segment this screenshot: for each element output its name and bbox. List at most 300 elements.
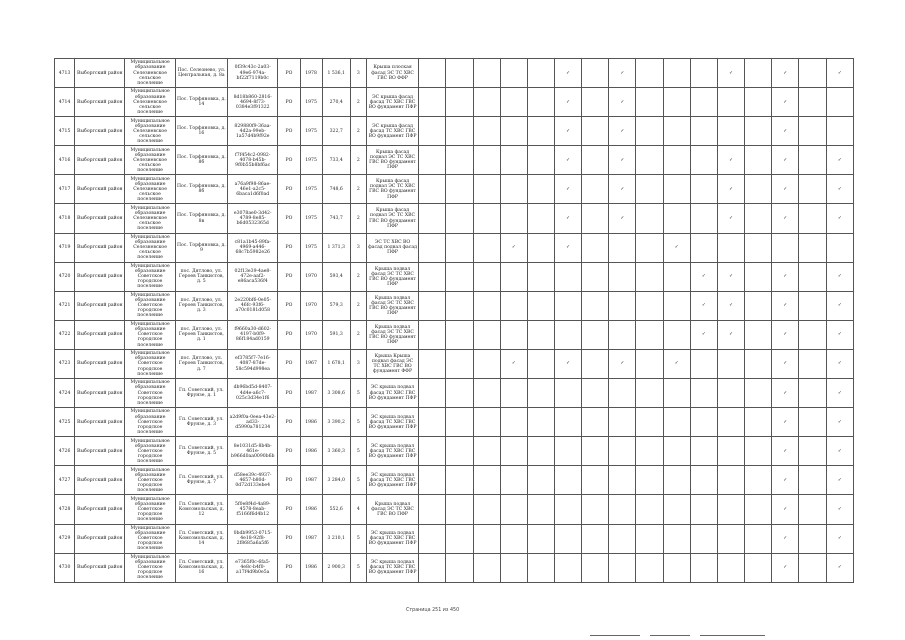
row-district: Выборгский район [75,175,125,204]
empty-cell [582,408,609,437]
row-floors: 3 [350,59,366,88]
row-year: 1986 [300,437,322,466]
empty-cell [500,466,527,495]
empty-cell [663,408,690,437]
empty-cell [527,553,554,582]
check-mark-icon: ✓ [772,379,799,408]
empty-cell [663,204,690,233]
empty-cell [582,262,609,291]
empty-cell [636,466,663,495]
check-mark-icon: ✓ [717,175,744,204]
row-year: 1986 [300,553,322,582]
empty-cell [473,349,500,378]
empty-cell [799,175,826,204]
row-address: Гп. Советский, ул. Фрунзе, д. 5 [175,437,227,466]
empty-cell [745,117,772,146]
empty-cell [636,291,663,320]
empty-cell [446,262,473,291]
row-area: 3 210,1 [322,524,350,553]
row-floors: 2 [350,117,366,146]
empty-cell [690,59,717,88]
row-tech: РО [278,175,300,204]
row-municipality: Муниципальное образование Селезневское сельское поселение [125,233,175,262]
row-works: Крыша Крыша подвал фасад ЭС ТС ХВС ГВС ВО фундамент ФФР [366,349,418,378]
row-tech: РО [278,553,300,582]
empty-cell [799,437,826,466]
row-area: 552,6 [322,495,350,524]
row-year: 1986 [300,495,322,524]
check-mark-icon: ✓ [826,466,853,495]
check-mark-icon: ✓ [826,320,853,349]
empty-cell [690,349,717,378]
empty-cell [473,553,500,582]
row-code: 829880f9-36aa-4d2a-99eb-1a57d4b9f92e [228,117,278,146]
empty-cell [636,320,663,349]
empty-cell [636,553,663,582]
empty-cell [473,88,500,117]
empty-cell [799,495,826,524]
row-floors: 5 [350,553,366,582]
empty-cell [446,117,473,146]
empty-cell [419,233,446,262]
empty-cell [419,466,446,495]
row-year: 1970 [300,320,322,349]
empty-cell [690,88,717,117]
empty-cell [446,437,473,466]
row-area: 1 536,1 [322,59,350,88]
check-mark-icon: ✓ [663,233,690,262]
check-mark-icon: ✓ [663,349,690,378]
empty-cell [636,175,663,204]
empty-cell [663,146,690,175]
empty-cell [663,262,690,291]
check-mark-icon: ✓ [826,146,853,175]
empty-cell [799,117,826,146]
row-address: Гп. Советский, ул. Комсомольская, д. 16 [175,553,227,582]
row-area: 733,4 [322,146,350,175]
row-works: ЭС ТС ХВС ВО фасад подвал фасад ПФР [366,233,418,262]
row-municipality: Муниципальное образование Советское городское поселение [125,495,175,524]
empty-cell [636,233,663,262]
row-floors: 5 [350,437,366,466]
row-area: 593,4 [322,262,350,291]
empty-cell [554,379,581,408]
check-mark-icon: ✓ [554,349,581,378]
row-address: Пос. Торфяновка, д. 14 [175,88,227,117]
table-row [55,524,854,553]
empty-cell [554,466,581,495]
empty-cell [717,437,744,466]
empty-cell [473,117,500,146]
check-mark-icon: ✓ [609,88,636,117]
empty-cell [419,262,446,291]
check-mark-icon: ✓ [717,59,744,88]
row-municipality: Муниципальное образование Селезневское сельское поселение [125,175,175,204]
check-mark-icon: ✓ [772,495,799,524]
empty-cell [419,349,446,378]
row-works: Крыша подвал фасад ЭС ТС ХВС ГВС ВО фундамент ПФР [366,291,418,320]
row-floors: 5 [350,408,366,437]
empty-cell [419,524,446,553]
row-year: 1975 [300,233,322,262]
empty-cell [419,204,446,233]
row-id: 4720 [55,262,75,291]
empty-cell [446,146,473,175]
row-area: 3 390,2 [322,408,350,437]
row-district: Выборгский район [75,59,125,88]
row-floors: 4 [350,495,366,524]
table-row [55,349,854,378]
row-district: Выборгский район [75,88,125,117]
empty-cell [609,379,636,408]
row-municipality: Муниципальное образование Селезневское сельское поселение [125,59,175,88]
check-mark-icon: ✓ [772,553,799,582]
row-code: 02f13e39-4ae8-472e-aaf2-e86aca536f4 [228,262,278,291]
row-address: Пос. Селезнево, ул. Центральная, д. 8а [175,59,227,88]
empty-cell [419,320,446,349]
row-code: 2e220bf6-0e05-46fc-93f6-a70c0181d058 [228,291,278,320]
row-year: 1970 [300,291,322,320]
empty-cell [446,88,473,117]
register-sheet [54,58,854,580]
row-code: f7f454c2-0982-4078-b45b-9f0b55b8bf6ac [228,146,278,175]
row-floors: 3 [350,233,366,262]
empty-cell [826,88,853,117]
empty-cell [663,495,690,524]
check-mark-icon: ✓ [772,146,799,175]
empty-cell [663,59,690,88]
row-municipality: Муниципальное образование Советское городское поселение [125,262,175,291]
row-district: Выборгский район [75,437,125,466]
check-mark-icon: ✓ [772,437,799,466]
row-id: 4725 [55,408,75,437]
empty-cell [690,233,717,262]
row-tech: РО [278,291,300,320]
empty-cell [636,88,663,117]
empty-cell [582,495,609,524]
empty-cell [473,495,500,524]
empty-cell [582,146,609,175]
empty-cell [636,262,663,291]
empty-cell [582,320,609,349]
empty-cell [527,146,554,175]
row-id: 4724 [55,379,75,408]
empty-cell [582,233,609,262]
row-id: 4723 [55,349,75,378]
empty-cell [745,291,772,320]
check-mark-icon: ✓ [826,524,853,553]
empty-cell [527,466,554,495]
empty-cell [717,408,744,437]
empty-cell [690,553,717,582]
empty-cell [582,117,609,146]
empty-cell [609,553,636,582]
check-mark-icon: ✓ [772,320,799,349]
empty-cell [473,175,500,204]
row-works: ЭС крыша подвал фасад ТС ХВС ГВС ВО фундамент ПФР [366,524,418,553]
row-district: Выборгский район [75,117,125,146]
row-floors: 5 [350,466,366,495]
row-area: 591,3 [322,320,350,349]
check-mark-icon: ✓ [772,204,799,233]
empty-cell [527,88,554,117]
row-address: пос. Дятлово, ул. Героев Танкистов, д. 1 [175,320,227,349]
empty-cell [446,204,473,233]
row-works: Крыша фасад подвал ЭС ТС ХВС ГВС ВО фундамент ПФР [366,146,418,175]
empty-cell [663,291,690,320]
check-mark-icon: ✓ [717,291,744,320]
row-floors: 5 [350,524,366,553]
empty-cell [663,175,690,204]
row-tech: РО [278,495,300,524]
empty-cell [663,379,690,408]
row-floors: 2 [350,204,366,233]
row-floors: 2 [350,88,366,117]
empty-cell [745,349,772,378]
empty-cell [554,437,581,466]
row-works: Крыша подвал фасад ЭС ТС ХВС ГВС ВО ПФР [366,495,418,524]
table-row [55,379,854,408]
row-id: 4714 [55,88,75,117]
empty-cell [446,466,473,495]
table-row [55,495,854,524]
row-id: 4728 [55,495,75,524]
empty-cell [473,59,500,88]
table-row [55,291,854,320]
empty-cell [446,320,473,349]
empty-cell [799,262,826,291]
check-mark-icon: ✓ [609,59,636,88]
empty-cell [446,524,473,553]
empty-cell [745,320,772,349]
row-district: Выборгский район [75,233,125,262]
empty-cell [690,175,717,204]
empty-cell [419,553,446,582]
empty-cell [500,495,527,524]
table-row [55,320,854,349]
check-mark-icon: ✓ [826,553,853,582]
empty-cell [690,379,717,408]
empty-cell [717,495,744,524]
empty-cell [446,349,473,378]
empty-cell [690,146,717,175]
empty-cell [690,117,717,146]
empty-cell [473,146,500,175]
empty-cell [446,379,473,408]
empty-cell [799,233,826,262]
empty-cell [527,204,554,233]
row-address: Пос. Торфяновка, д. 8б [175,175,227,204]
empty-cell [554,262,581,291]
empty-cell [527,379,554,408]
empty-cell [636,59,663,88]
empty-cell [500,146,527,175]
row-code: 8d18b860-2816-4694-8f73-0384e3f91322 [228,88,278,117]
row-id: 4717 [55,175,75,204]
empty-cell [554,495,581,524]
row-tech: РО [278,204,300,233]
check-mark-icon: ✓ [609,175,636,204]
row-district: Выборгский район [75,495,125,524]
empty-cell [473,233,500,262]
row-tech: РО [278,349,300,378]
empty-cell [582,349,609,378]
row-address: пос. Дятлово, ул. Героев Танкистов, д. 3 [175,291,227,320]
empty-cell [636,349,663,378]
row-municipality: Муниципальное образование Советское городское поселение [125,408,175,437]
empty-cell [663,466,690,495]
empty-cell [717,379,744,408]
footer-rule-right [700,635,765,636]
empty-cell [636,437,663,466]
empty-cell [527,495,554,524]
empty-cell [419,175,446,204]
check-mark-icon: ✓ [554,233,581,262]
check-mark-icon: ✓ [826,262,853,291]
row-address: Пос. Торфяновка, д. 9 [175,233,227,262]
check-mark-icon: ✓ [826,495,853,524]
row-district: Выборгский район [75,262,125,291]
check-mark-icon: ✓ [826,175,853,204]
row-year: 1975 [300,204,322,233]
row-year: 1975 [300,88,322,117]
register-rows [55,59,854,583]
row-works: Крыша подвал фасад ЭС ТС ХВС ГВС ВО фундамент ПФР [366,320,418,349]
empty-cell [636,524,663,553]
check-mark-icon: ✓ [554,204,581,233]
row-area: 743,7 [322,204,350,233]
row-floors: 3 [350,349,366,378]
empty-cell [446,495,473,524]
empty-cell [582,437,609,466]
empty-cell [663,553,690,582]
empty-cell [745,408,772,437]
empty-cell [419,379,446,408]
empty-cell [527,349,554,378]
row-works: ЭС крыша подвал фасад ТС ХВС ГВС ВО фундамент ПФР [366,437,418,466]
row-code: a76a9f98-86ae-46e1-a2c5-6baca1d6f0ad [228,175,278,204]
empty-cell [745,262,772,291]
empty-cell [745,495,772,524]
empty-cell [799,408,826,437]
empty-cell [690,408,717,437]
empty-cell [500,291,527,320]
row-address: Пос. Торфяновка, д. 8в [175,204,227,233]
row-tech: РО [278,320,300,349]
row-year: 1970 [300,262,322,291]
row-district: Выборгский район [75,204,125,233]
empty-cell [527,117,554,146]
empty-cell [419,146,446,175]
table-row [55,408,854,437]
table-row [55,233,854,262]
check-mark-icon: ✓ [826,291,853,320]
row-code: ef3785f7-7e16-4087-87de-58c594d998ea [228,349,278,378]
empty-cell [500,524,527,553]
empty-cell [419,117,446,146]
empty-cell [663,320,690,349]
empty-cell [717,117,744,146]
row-id: 4722 [55,320,75,349]
empty-cell [500,204,527,233]
empty-cell [717,524,744,553]
row-year: 1975 [300,175,322,204]
empty-cell [799,146,826,175]
row-district: Выборгский район [75,408,125,437]
row-district: Выборгский район [75,146,125,175]
empty-cell [690,437,717,466]
row-district: Выборгский район [75,524,125,553]
empty-cell [582,204,609,233]
empty-cell [690,204,717,233]
empty-cell [473,379,500,408]
row-area: 3 284,0 [322,466,350,495]
row-area: 270,4 [322,88,350,117]
empty-cell [609,320,636,349]
check-mark-icon: ✓ [772,408,799,437]
empty-cell [500,175,527,204]
check-mark-icon: ✓ [554,175,581,204]
check-mark-icon: ✓ [609,349,636,378]
empty-cell [554,408,581,437]
check-mark-icon: ✓ [717,146,744,175]
row-year: 1987 [300,524,322,553]
empty-cell [745,437,772,466]
empty-cell [663,88,690,117]
check-mark-icon: ✓ [826,204,853,233]
empty-cell [609,262,636,291]
empty-cell [799,291,826,320]
row-works: ЭС крыша подвал фасад ТС ХВС ГВС ВО фундамент ПФР [366,408,418,437]
row-area: 3 308,6 [322,379,350,408]
empty-cell [663,117,690,146]
row-tech: РО [278,524,300,553]
empty-cell [527,408,554,437]
empty-cell [446,59,473,88]
empty-cell [500,320,527,349]
empty-cell [554,553,581,582]
row-area: 579,3 [322,291,350,320]
row-area: 3 360,3 [322,437,350,466]
empty-cell [446,233,473,262]
table-row [55,117,854,146]
row-district: Выборгский район [75,320,125,349]
row-address: Пос. Торфяновка, д. 16 [175,117,227,146]
row-code: f9660a30-d602-4197-b0f9-86f184ad0159 [228,320,278,349]
table-row [55,146,854,175]
check-mark-icon: ✓ [772,524,799,553]
row-year: 1967 [300,349,322,378]
row-code: d58ee39c-4937-4657-b80d-0d72d133ebe4 [228,466,278,495]
row-code: 0f39c43c-2a03-49e6-974a-bf22f7119b0c [228,59,278,88]
empty-cell [582,59,609,88]
row-code: 8e1031d5-8b4b-461e-b966d0aa0090b6b [228,437,278,466]
housing-register-table [54,58,854,583]
row-district: Выборгский район [75,466,125,495]
empty-cell [799,466,826,495]
footer-rule-mid [650,635,690,636]
empty-cell [799,204,826,233]
check-mark-icon: ✓ [772,291,799,320]
empty-cell [609,524,636,553]
row-year: 1986 [300,408,322,437]
row-code: db96bd5d-8407-4d4e-a6c7-025c3d34e1f6 [228,379,278,408]
empty-cell [799,320,826,349]
row-address: Гп. Советский, ул. Фрунзе, д. 1 [175,379,227,408]
empty-cell [582,553,609,582]
empty-cell [826,233,853,262]
empty-cell [527,291,554,320]
